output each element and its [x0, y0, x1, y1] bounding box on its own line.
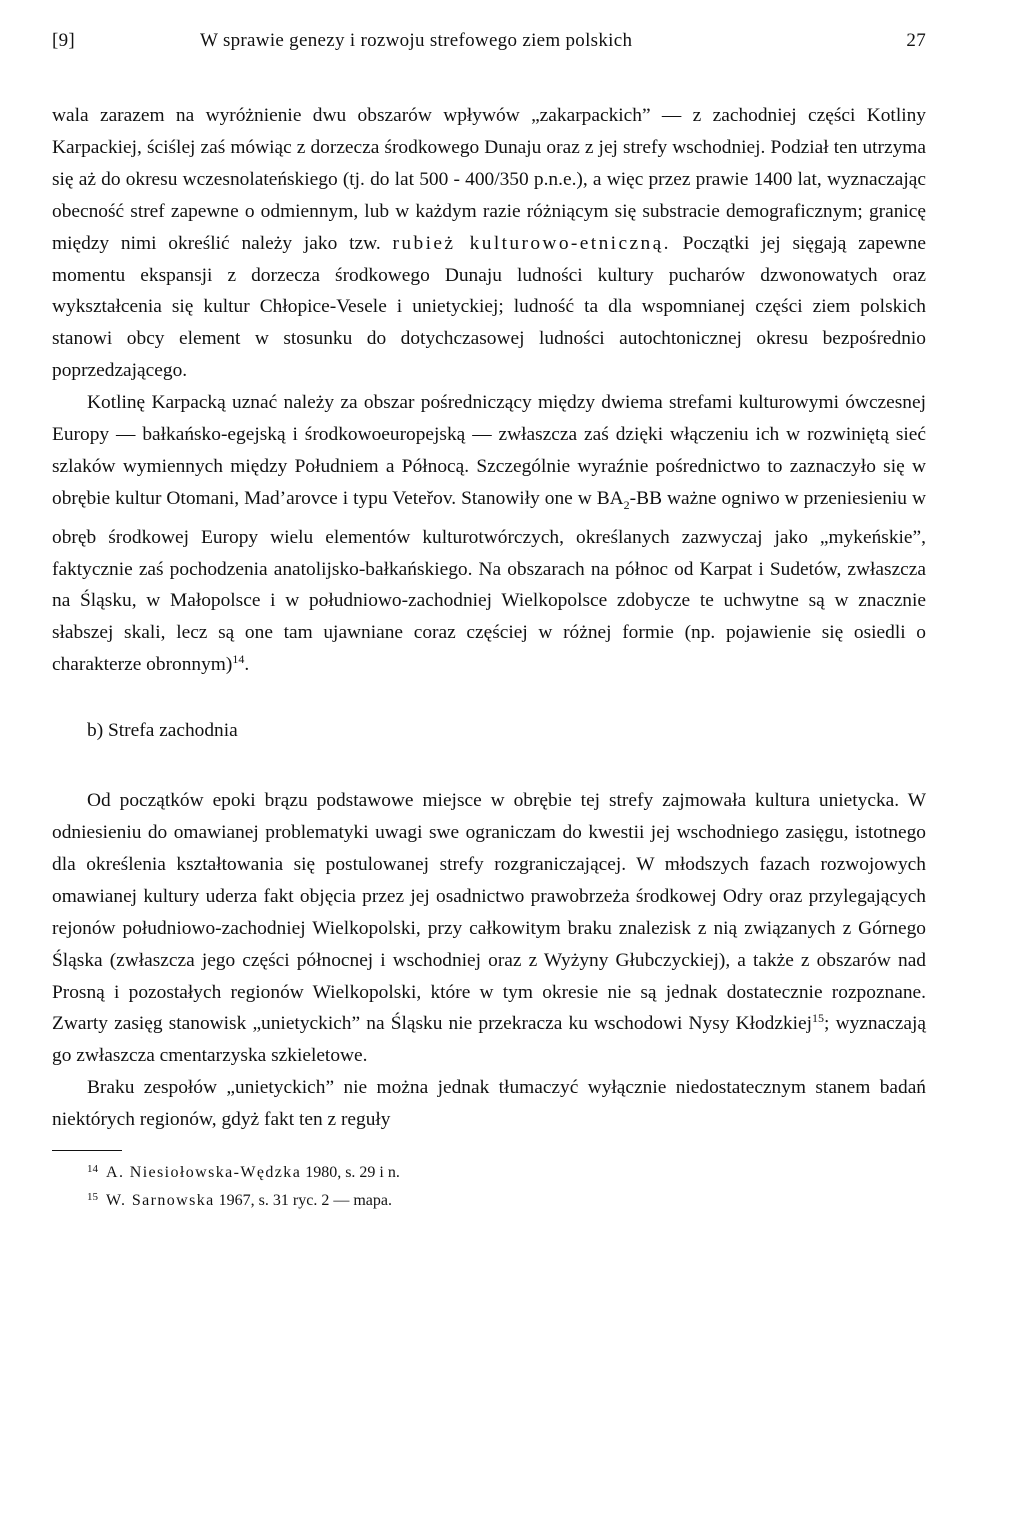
- paragraph-1: [52, 100, 926, 387]
- footnote-citation: 1980, s. 29 i n.: [301, 1164, 400, 1182]
- footnote-author: A. Niesiołowska-Wędzka: [106, 1164, 302, 1182]
- footnote-author: W. Sarnowska: [106, 1192, 215, 1210]
- footnote-divider: [52, 1150, 122, 1151]
- subscript: 2: [623, 497, 630, 512]
- paragraph-4: Braku zespołów „unietyckich” nie można jednak tłumaczyć wyłącznie niedostatecznym stanem badań niektórych regionów, gdyż fakt ten z reguły: [52, 1077, 926, 1131]
- paragraph-3: [52, 785, 926, 1072]
- running-header: [52, 30, 926, 60]
- body-text: [52, 100, 926, 1136]
- footnote-number: 14: [87, 1163, 98, 1176]
- page-number: 27: [906, 30, 926, 51]
- footnote-citation: 1967, s. 31 ryc. 2 — mapa.: [214, 1192, 392, 1210]
- footnote-15: [87, 1185, 926, 1213]
- page: [52, 30, 926, 1213]
- paragraph-2-text-b: -BB ważne ogniwo w przeniesieniu w obręb środkowej Europy wielu elementów kulturotwórczych, określanych zazwyczaj jako „mykeńskie”, faktycznie zaś pochodzenia anatolijsko-bałkańskiego. Na obszarach na północ od Karpat i Sudetów, zwłaszcza na Śląsku, w Małopolsce i w południowo-zachodniej Wielkopolsce zdobycze te uchwytne są w znacznie słabszej skali, lecz są one tam ujawniane coraz częściej w różnej formie (np. pojawienie się osiedli o charakterze obronnym): [52, 487, 926, 676]
- running-title: W sprawie genezy i rozwoju strefowego ziem polskich: [200, 30, 633, 51]
- paragraph-2-text-a: Kotlinę Karpacką uznać należy za obszar pośredniczący między dwiema strefami kulturowymi ówczesnej Europy — bałkańsko-egejską i środkowoeuropejską — zwłaszcza zaś dzięki włączeniu ich w rozwiniętą sieć szlaków wymiennych między Południem a Północą. Szczególnie wyraźnie pośrednictwo to zaznaczyło się w obrębie kultur Otomani, Mad’arovce i typu Veteřov. Stanowiły one w BA: [52, 392, 926, 509]
- chapter-number: [9]: [52, 30, 76, 51]
- footnote-ref-14[interactable]: 14: [232, 652, 245, 667]
- footnotes: [52, 1157, 926, 1213]
- spaced-term: rubież kulturowo-etniczną.: [392, 232, 671, 254]
- paragraph-3-text-a: Od początków epoki brązu podstawowe miejsce w obrębie tej strefy zajmowała kultura unietycka. W odniesieniu do omawianej problematyki uwagi swe ograniczam do kwestii jej wschodniego zasięgu, istotnego dla określenia kształtowania się postulowanej strefy rozgraniczającej. W młodszych fazach rozwojowych omawianej kultury uderza fakt objęcia przez jej osadnictwo prawobrzeża środkowej Odry oraz przylegających rejonów południowo-zachodniej Wielkopolski, przy całkowitym braku znalezisk z nią związanych z Górnego Śląska (zwłaszcza jego części północnej i wschodniej oraz z Wyżyny Głubczyckiej), a także z obszarów nad Prosną i pozostałych regionów Wielkopolski, które w tym okresie nie są jednak dostatecznie rozpoznane. Zwarty zasięg stanowisk „unietyckich” na Śląsku nie przekracza ku wschodowi Nysy Kłodzkiej: [52, 790, 926, 1035]
- footnote-14: [87, 1157, 926, 1185]
- section-title: b) Strefa zachodnia: [87, 720, 238, 742]
- paragraph-2-text-c: .: [244, 654, 250, 676]
- footnote-number: 15: [87, 1191, 98, 1204]
- paragraph-1-text-b: Początki jej sięgają zapewne momentu ekspansji z dorzecza środkowego Dunaju ludności kultury pucharów dzwonowatych oraz wykształcenia się kultur Chłopice-Vesele i unietyckiej; ludność ta dla wspomnianej części ziem polskich stanowi obcy element w stosunku do dotychczasowej ludności autochtonicznej okresu bezpośrednio poprzedzającego.: [52, 232, 926, 382]
- paragraph-1-text-a: wala zarazem na wyróżnienie dwu obszarów wpływów „zakarpackich” — z zachodniej części Kotliny Karpackiej, ściślej zaś mówiąc z dorzecza środkowego Dunaju oraz z jej strefy wschodniej. Podział ten utrzyma się aż do okresu wczesnolateńskiego (tj. do lat 500 - 400/350 p.n.e.), a więc przez prawie 1400 lat, wyznaczając obecność stref zapewne o odmiennym, lub w każdym razie różniącym się substracie demograficznym; granicę między nimi określić należy jako tzw.: [52, 105, 926, 254]
- footnote-ref-15[interactable]: 15: [812, 1011, 825, 1026]
- paragraph-3-text-b: ; wyznaczają go zwłaszcza cmentarzyska szkieletowe.: [52, 1013, 926, 1067]
- paragraph-2: [52, 387, 926, 681]
